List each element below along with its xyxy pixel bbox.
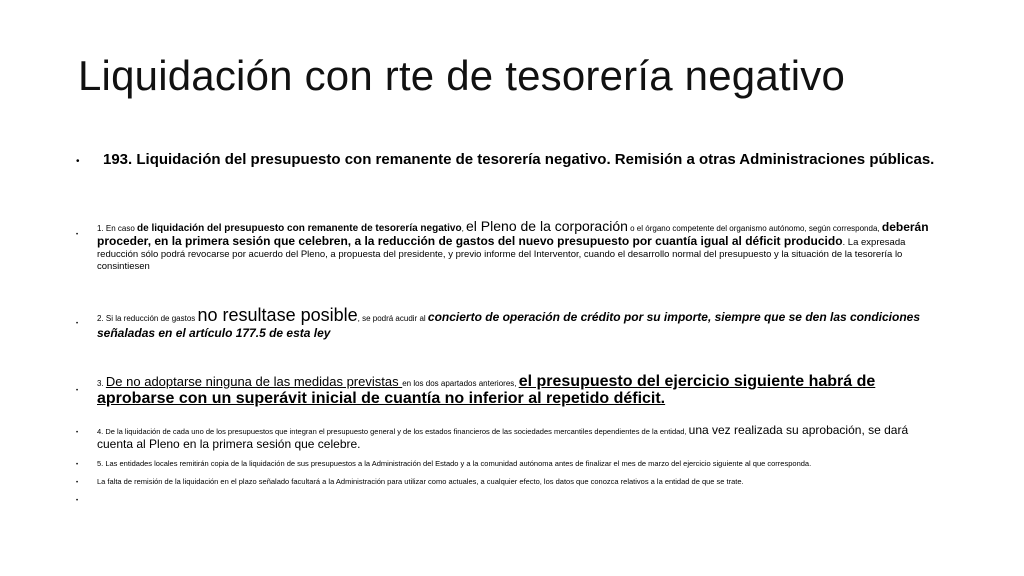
- bullet-193-heading: [97, 152, 945, 168]
- bullet-marker: •: [76, 388, 79, 394]
- text-run: o el órgano competente del organismo autónomo, según corresponda,: [627, 224, 882, 233]
- text-run: 1. En caso: [97, 224, 138, 233]
- slide-title: Liquidación con rte de tesorería negativo: [78, 52, 846, 99]
- text-run: 4. De la liquidación de cada uno de los presupuestos que integran el presupuesto general y de los estados financieros de las sociedades mercantiles dependientes de la entidad,: [97, 427, 689, 436]
- text-run: el presupuesto del ejercicio siguiente habrá de aprobarse con un superávit inicial de cuantía no inferior al repetido déficit.: [97, 373, 876, 407]
- bullet-paragraph-6: [97, 477, 945, 487]
- bullet-marker: •: [76, 480, 79, 486]
- text-run: 3.: [97, 379, 106, 388]
- text-run: ,: [461, 224, 467, 233]
- text-run: La falta de remisión de la liquidación en el plazo señalado facultará a la Administración para utilizar como actuales, a cualquier efecto, los datos que conozca relativos a la entidad de que se trate.: [97, 477, 744, 486]
- bullet-marker: •: [76, 462, 79, 468]
- bullet-paragraph-1: [97, 220, 945, 273]
- bullet-paragraph-5: [97, 459, 945, 469]
- text-run: el Pleno de la corporación: [466, 218, 628, 234]
- bullet-paragraph-4: [97, 424, 945, 452]
- text-run: , se podrá acudir al: [357, 314, 428, 323]
- bullet-marker: •: [76, 232, 79, 238]
- bullet-paragraph-3: [97, 374, 945, 408]
- bullet-paragraph-2: [97, 305, 945, 342]
- bullet-marker-empty: •: [76, 498, 79, 504]
- bullet-marker: •: [76, 156, 80, 167]
- text-run: 2. Si la reducción de gastos: [97, 314, 198, 323]
- text-run: de liquidación del presupuesto con remanente de tesorería negativo: [137, 223, 462, 234]
- text-run: 5. Las entidades locales remitirán copia de la liquidación de sus presupuestos a la Administración del Estado y a la comunidad autónoma antes de finalizar el mes de marzo del ejercicio siguiente al que corresponda.: [97, 459, 812, 468]
- bullet-marker: •: [76, 430, 79, 436]
- text-run: . La expresada reducción sólo podrá revocarse por acuerdo del Pleno, a propuesta del presidente, y previo informe del Interventor, cuando el desarrollo normal del presupuesto y la situación de la tesorería lo consintiesen: [97, 237, 906, 272]
- heading-text: 193. Liquidación del presupuesto con remanente de tesorería negativo. Remisión a otras Administraciones públicas.: [103, 151, 935, 168]
- text-run: concierto de operación de crédito por su importe, siempre que se den las condiciones señaladas en el artículo 177.5 de esta ley: [97, 310, 921, 340]
- text-run: deberán proceder, en la primera sesión que celebren, a la reducción de gastos del nuevo presupuesto por cuantía igual al déficit: [97, 220, 929, 248]
- text-run: no resultase posible: [197, 305, 358, 325]
- bullet-marker: •: [76, 321, 79, 327]
- text-run: De no adoptarse ninguna de las medidas previstas: [105, 374, 403, 389]
- text-run: una vez realizada su aprobación, se dará cuenta al Pleno en la primera sesión que celebre.: [97, 423, 909, 451]
- text-run: en los dos apartados anteriores,: [402, 379, 519, 388]
- text-run: producido: [780, 234, 843, 248]
